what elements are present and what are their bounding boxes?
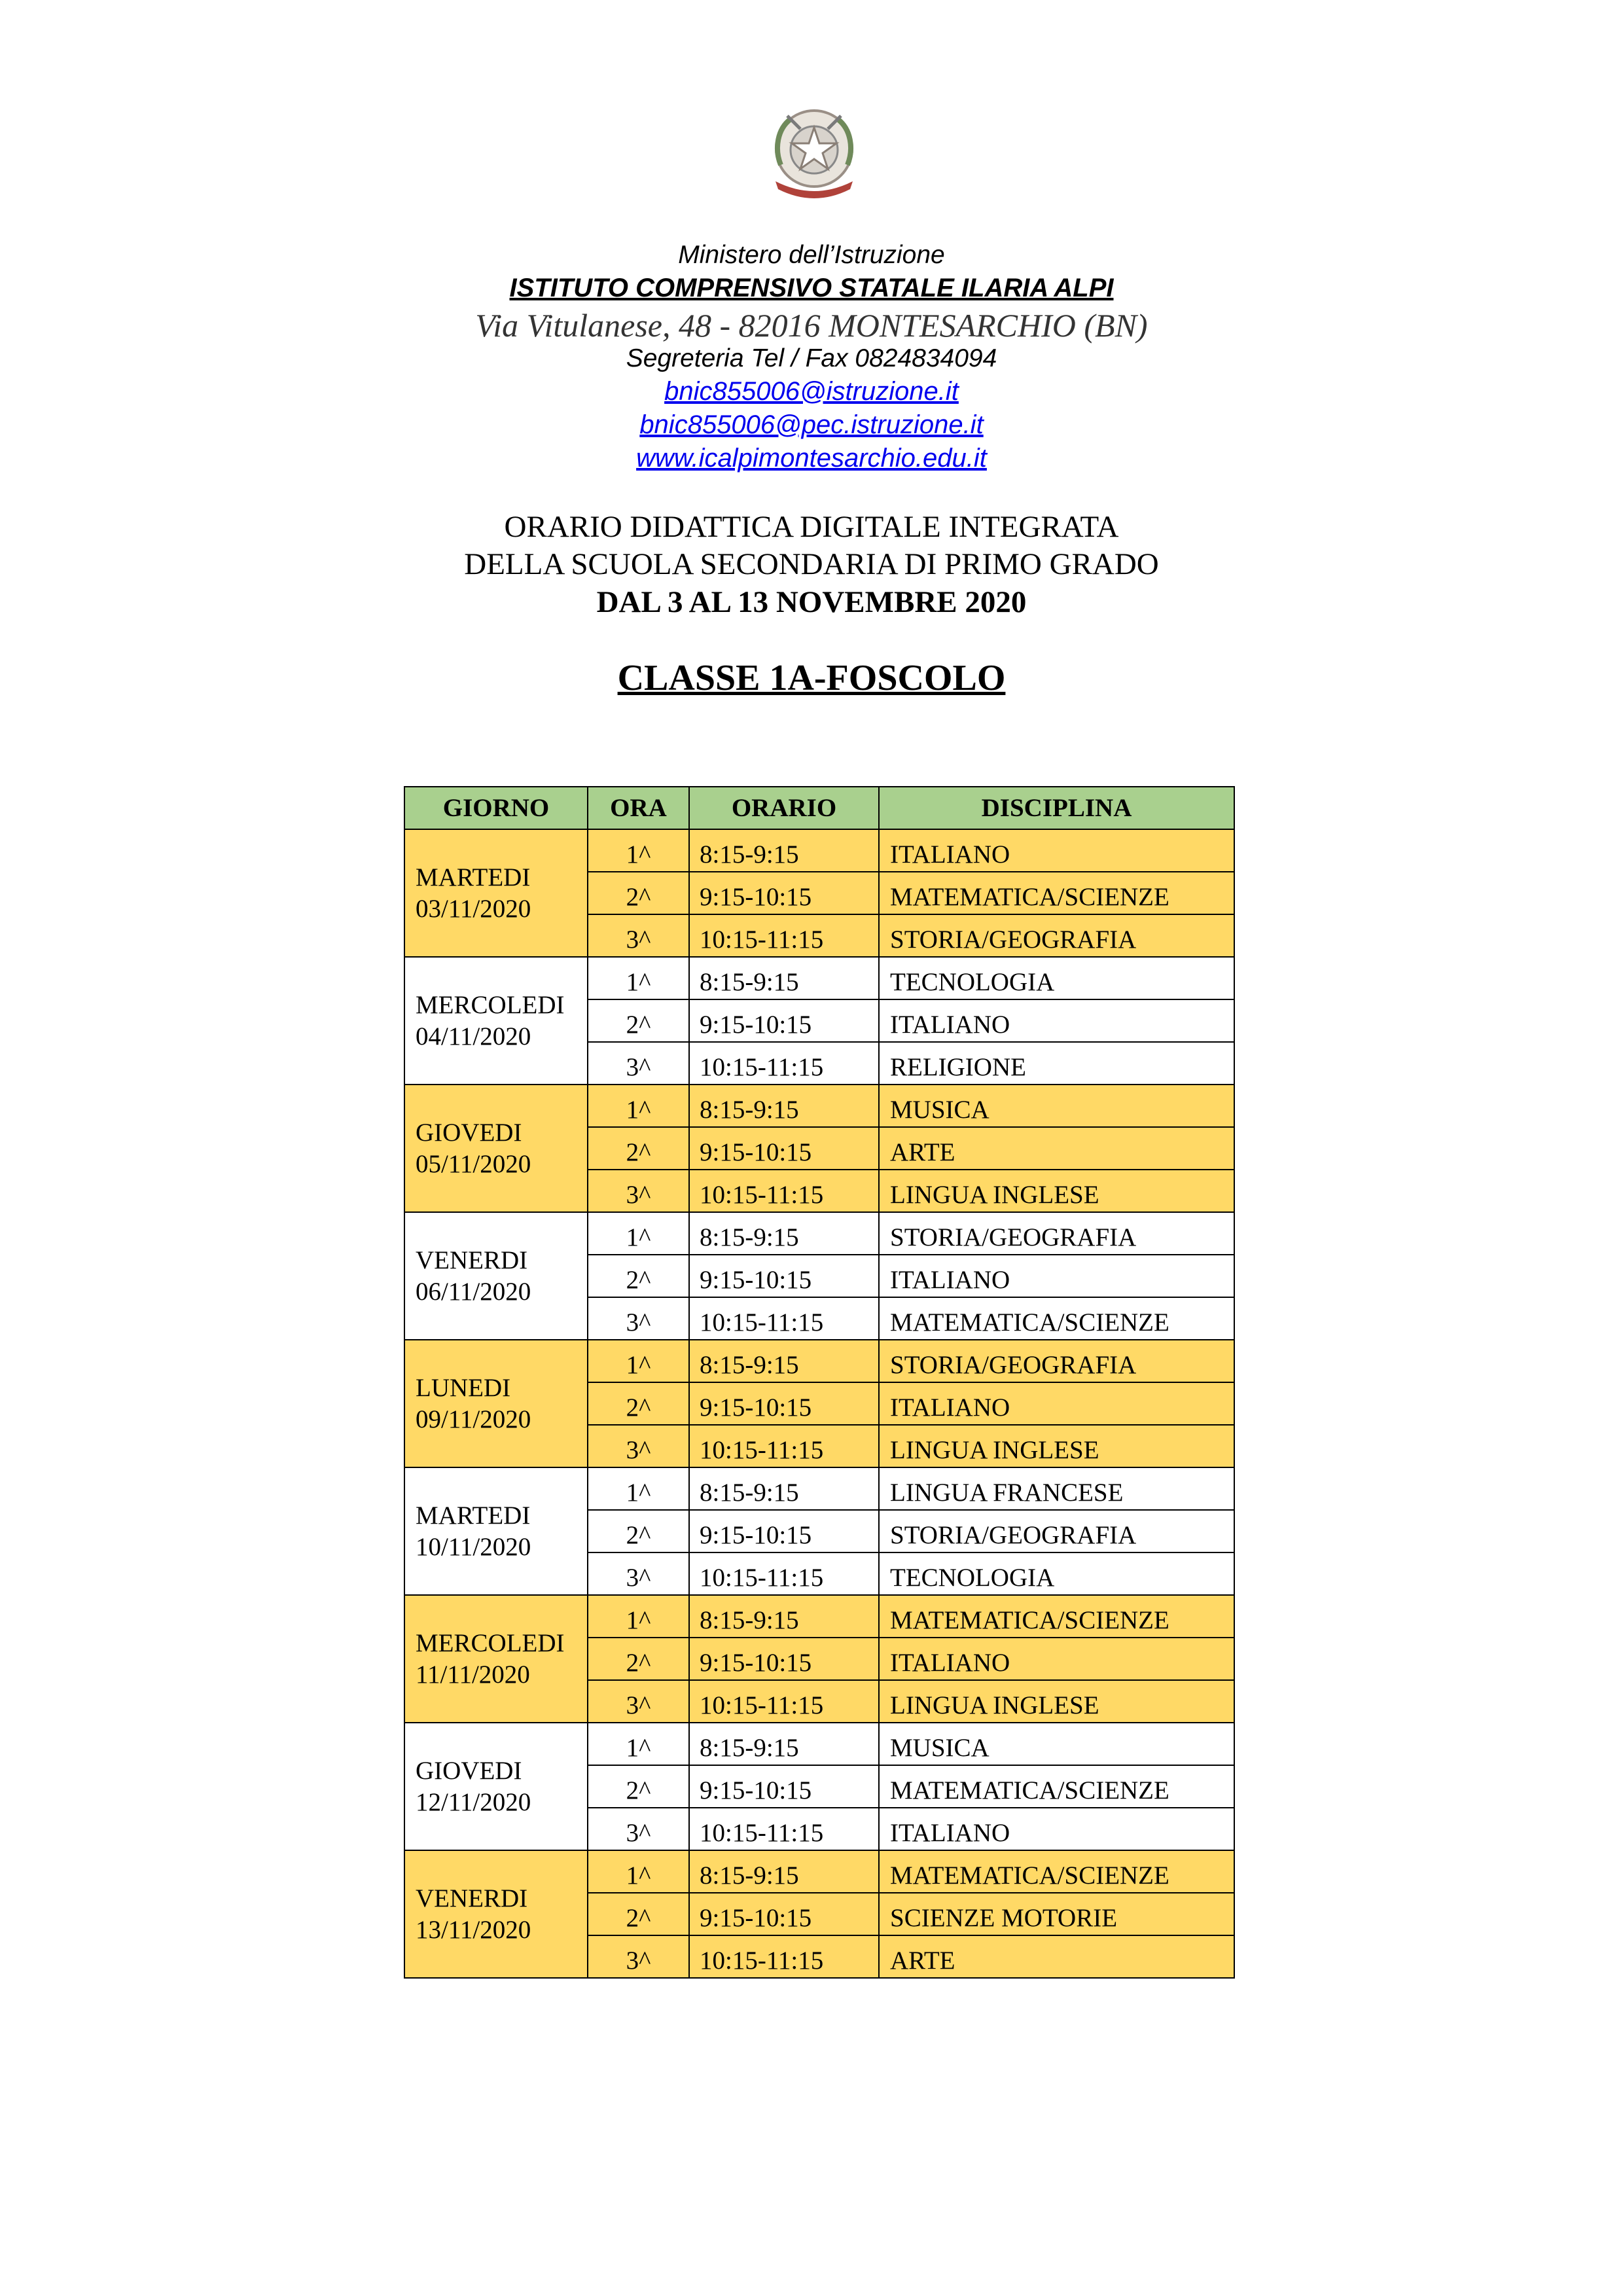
title-line-1: ORARIO DIDATTICA DIGITALE INTEGRATA (504, 510, 1119, 544)
slot-orario: 10:15-11:15 (689, 1042, 879, 1085)
day-name: MERCOLEDI (416, 1628, 565, 1657)
slot-ora: 1^ (588, 1467, 689, 1510)
slot-disciplina: LINGUA FRANCESE (879, 1467, 1234, 1510)
header-ora: ORA (588, 787, 689, 829)
slot-orario: 8:15-9:15 (689, 1085, 879, 1127)
slot-ora: 3^ (588, 914, 689, 957)
slot-orario: 8:15-9:15 (689, 1723, 879, 1765)
slot-orario: 8:15-9:15 (689, 1850, 879, 1893)
slot-disciplina: LINGUA INGLESE (879, 1680, 1234, 1723)
slot-disciplina: MATEMATICA/SCIENZE (879, 1595, 1234, 1638)
slot-orario: 10:15-11:15 (689, 1552, 879, 1595)
day-cell (404, 1850, 588, 1978)
slot-disciplina: LINGUA INGLESE (879, 1170, 1234, 1212)
day-date: 11/11/2020 (416, 1660, 530, 1689)
table-row (404, 1850, 1234, 1893)
slot-disciplina: ARTE (879, 1127, 1234, 1170)
day-cell (404, 1212, 588, 1340)
slot-disciplina: ITALIANO (879, 1808, 1234, 1850)
table-row (404, 1340, 1234, 1382)
slot-ora: 3^ (588, 1297, 689, 1340)
slot-orario: 10:15-11:15 (689, 1808, 879, 1850)
table-row (404, 1723, 1234, 1765)
slot-ora: 3^ (588, 1170, 689, 1212)
school-address: Via Vitulanese, 48 - 82016 MONTESARCHIO (BN) (475, 307, 1148, 344)
slot-ora: 2^ (588, 999, 689, 1042)
slot-disciplina: STORIA/GEOGRAFIA (879, 1510, 1234, 1552)
slot-ora: 2^ (588, 872, 689, 914)
day-name: MARTEDI (416, 1501, 531, 1530)
italian-republic-emblem-icon (761, 103, 867, 203)
ministry-line: Ministero dell’Istruzione (678, 241, 945, 269)
day-date: 13/11/2020 (416, 1915, 531, 1944)
slot-orario: 9:15-10:15 (689, 1510, 879, 1552)
slot-disciplina: TECNOLOGIA (879, 1552, 1234, 1595)
header-giorno: GIORNO (404, 787, 588, 829)
day-cell (404, 1595, 588, 1723)
slot-ora: 1^ (588, 829, 689, 872)
slot-orario: 9:15-10:15 (689, 872, 879, 914)
day-cell (404, 829, 588, 957)
slot-orario: 10:15-11:15 (689, 1170, 879, 1212)
slot-orario: 8:15-9:15 (689, 1467, 879, 1510)
schedule-body (404, 829, 1234, 1978)
slot-orario: 10:15-11:15 (689, 914, 879, 957)
table-header-row (404, 787, 1234, 829)
slot-orario: 10:15-11:15 (689, 1425, 879, 1467)
schedule-table (404, 786, 1235, 1979)
slot-orario: 10:15-11:15 (689, 1680, 879, 1723)
school-name: ISTITUTO COMPRENSIVO STATALE ILARIA ALPI (509, 274, 1114, 302)
date-range: DAL 3 AL 13 NOVEMBRE 2020 (596, 585, 1027, 619)
slot-ora: 3^ (588, 1552, 689, 1595)
day-cell (404, 1723, 588, 1850)
slot-disciplina: ITALIANO (879, 1382, 1234, 1425)
table-row (404, 1595, 1234, 1638)
slot-orario: 9:15-10:15 (689, 1127, 879, 1170)
slot-ora: 1^ (588, 957, 689, 999)
day-cell (404, 1085, 588, 1212)
slot-disciplina: STORIA/GEOGRAFIA (879, 914, 1234, 957)
table-row (404, 829, 1234, 872)
slot-disciplina: MATEMATICA/SCIENZE (879, 1765, 1234, 1808)
day-name: VENERDI (416, 1246, 528, 1274)
slot-ora: 2^ (588, 1382, 689, 1425)
day-name: GIOVEDI (416, 1118, 522, 1147)
day-name: GIOVEDI (416, 1756, 522, 1785)
day-cell (404, 957, 588, 1085)
slot-orario: 10:15-11:15 (689, 1297, 879, 1340)
day-date: 05/11/2020 (416, 1149, 531, 1178)
slot-ora: 2^ (588, 1127, 689, 1170)
table-row (404, 1085, 1234, 1127)
slot-disciplina: MATEMATICA/SCIENZE (879, 1297, 1234, 1340)
table-row (404, 1212, 1234, 1255)
slot-ora: 1^ (588, 1723, 689, 1765)
slot-orario: 9:15-10:15 (689, 999, 879, 1042)
slot-orario: 8:15-9:15 (689, 957, 879, 999)
slot-orario: 9:15-10:15 (689, 1765, 879, 1808)
day-name: VENERDI (416, 1884, 528, 1912)
day-date: 06/11/2020 (416, 1277, 531, 1306)
slot-ora: 3^ (588, 1680, 689, 1723)
table-row (404, 957, 1234, 999)
slot-orario: 8:15-9:15 (689, 1340, 879, 1382)
day-name: MERCOLEDI (416, 990, 565, 1019)
header-orario: ORARIO (689, 787, 879, 829)
day-date: 09/11/2020 (416, 1405, 531, 1433)
slot-disciplina: MATEMATICA/SCIENZE (879, 872, 1234, 914)
slot-orario: 9:15-10:15 (689, 1893, 879, 1935)
slot-disciplina: ITALIANO (879, 1638, 1234, 1680)
slot-orario: 9:15-10:15 (689, 1382, 879, 1425)
slot-ora: 2^ (588, 1893, 689, 1935)
slot-ora: 1^ (588, 1595, 689, 1638)
slot-ora: 3^ (588, 1935, 689, 1978)
slot-disciplina: MATEMATICA/SCIENZE (879, 1850, 1234, 1893)
slot-disciplina: LINGUA INGLESE (879, 1425, 1234, 1467)
slot-orario: 9:15-10:15 (689, 1638, 879, 1680)
office-phone: Segreteria Tel / Fax 0824834094 (626, 344, 997, 372)
day-date: 03/11/2020 (416, 894, 531, 923)
slot-disciplina: STORIA/GEOGRAFIA (879, 1340, 1234, 1382)
title-line-2: DELLA SCUOLA SECONDARIA DI PRIMO GRADO (464, 547, 1159, 581)
slot-ora: 3^ (588, 1425, 689, 1467)
day-date: 12/11/2020 (416, 1787, 531, 1816)
slot-disciplina: SCIENZE MOTORIE (879, 1893, 1234, 1935)
slot-ora: 2^ (588, 1255, 689, 1297)
slot-disciplina: MUSICA (879, 1085, 1234, 1127)
slot-ora: 2^ (588, 1765, 689, 1808)
slot-ora: 2^ (588, 1638, 689, 1680)
pec-link[interactable]: bnic855006@pec.istruzione.it (639, 410, 984, 439)
slot-orario: 9:15-10:15 (689, 1255, 879, 1297)
slot-disciplina: TECNOLOGIA (879, 957, 1234, 999)
slot-orario: 8:15-9:15 (689, 1595, 879, 1638)
slot-disciplina: ARTE (879, 1935, 1234, 1978)
table-row (404, 1467, 1234, 1510)
slot-orario: 8:15-9:15 (689, 1212, 879, 1255)
slot-ora: 1^ (588, 1085, 689, 1127)
slot-disciplina: ITALIANO (879, 1255, 1234, 1297)
day-name: MARTEDI (416, 863, 531, 891)
website-link[interactable]: www.icalpimontesarchio.edu.it (636, 444, 987, 473)
day-cell (404, 1340, 588, 1467)
slot-disciplina: MUSICA (879, 1723, 1234, 1765)
day-date: 10/11/2020 (416, 1532, 531, 1561)
day-date: 04/11/2020 (416, 1022, 531, 1050)
slot-ora: 1^ (588, 1340, 689, 1382)
slot-disciplina: ITALIANO (879, 999, 1234, 1042)
slot-disciplina: STORIA/GEOGRAFIA (879, 1212, 1234, 1255)
slot-ora: 3^ (588, 1808, 689, 1850)
class-title: CLASSE 1A-FOSCOLO (617, 658, 1006, 698)
slot-ora: 2^ (588, 1510, 689, 1552)
slot-ora: 1^ (588, 1850, 689, 1893)
header-disciplina: DISCIPLINA (879, 787, 1234, 829)
slot-disciplina: RELIGIONE (879, 1042, 1234, 1085)
slot-disciplina: ITALIANO (879, 829, 1234, 872)
slot-ora: 3^ (588, 1042, 689, 1085)
slot-orario: 10:15-11:15 (689, 1935, 879, 1978)
email-link[interactable]: bnic855006@istruzione.it (664, 377, 959, 406)
slot-orario: 8:15-9:15 (689, 829, 879, 872)
day-cell (404, 1467, 588, 1595)
day-name: LUNEDI (416, 1373, 511, 1402)
slot-ora: 1^ (588, 1212, 689, 1255)
